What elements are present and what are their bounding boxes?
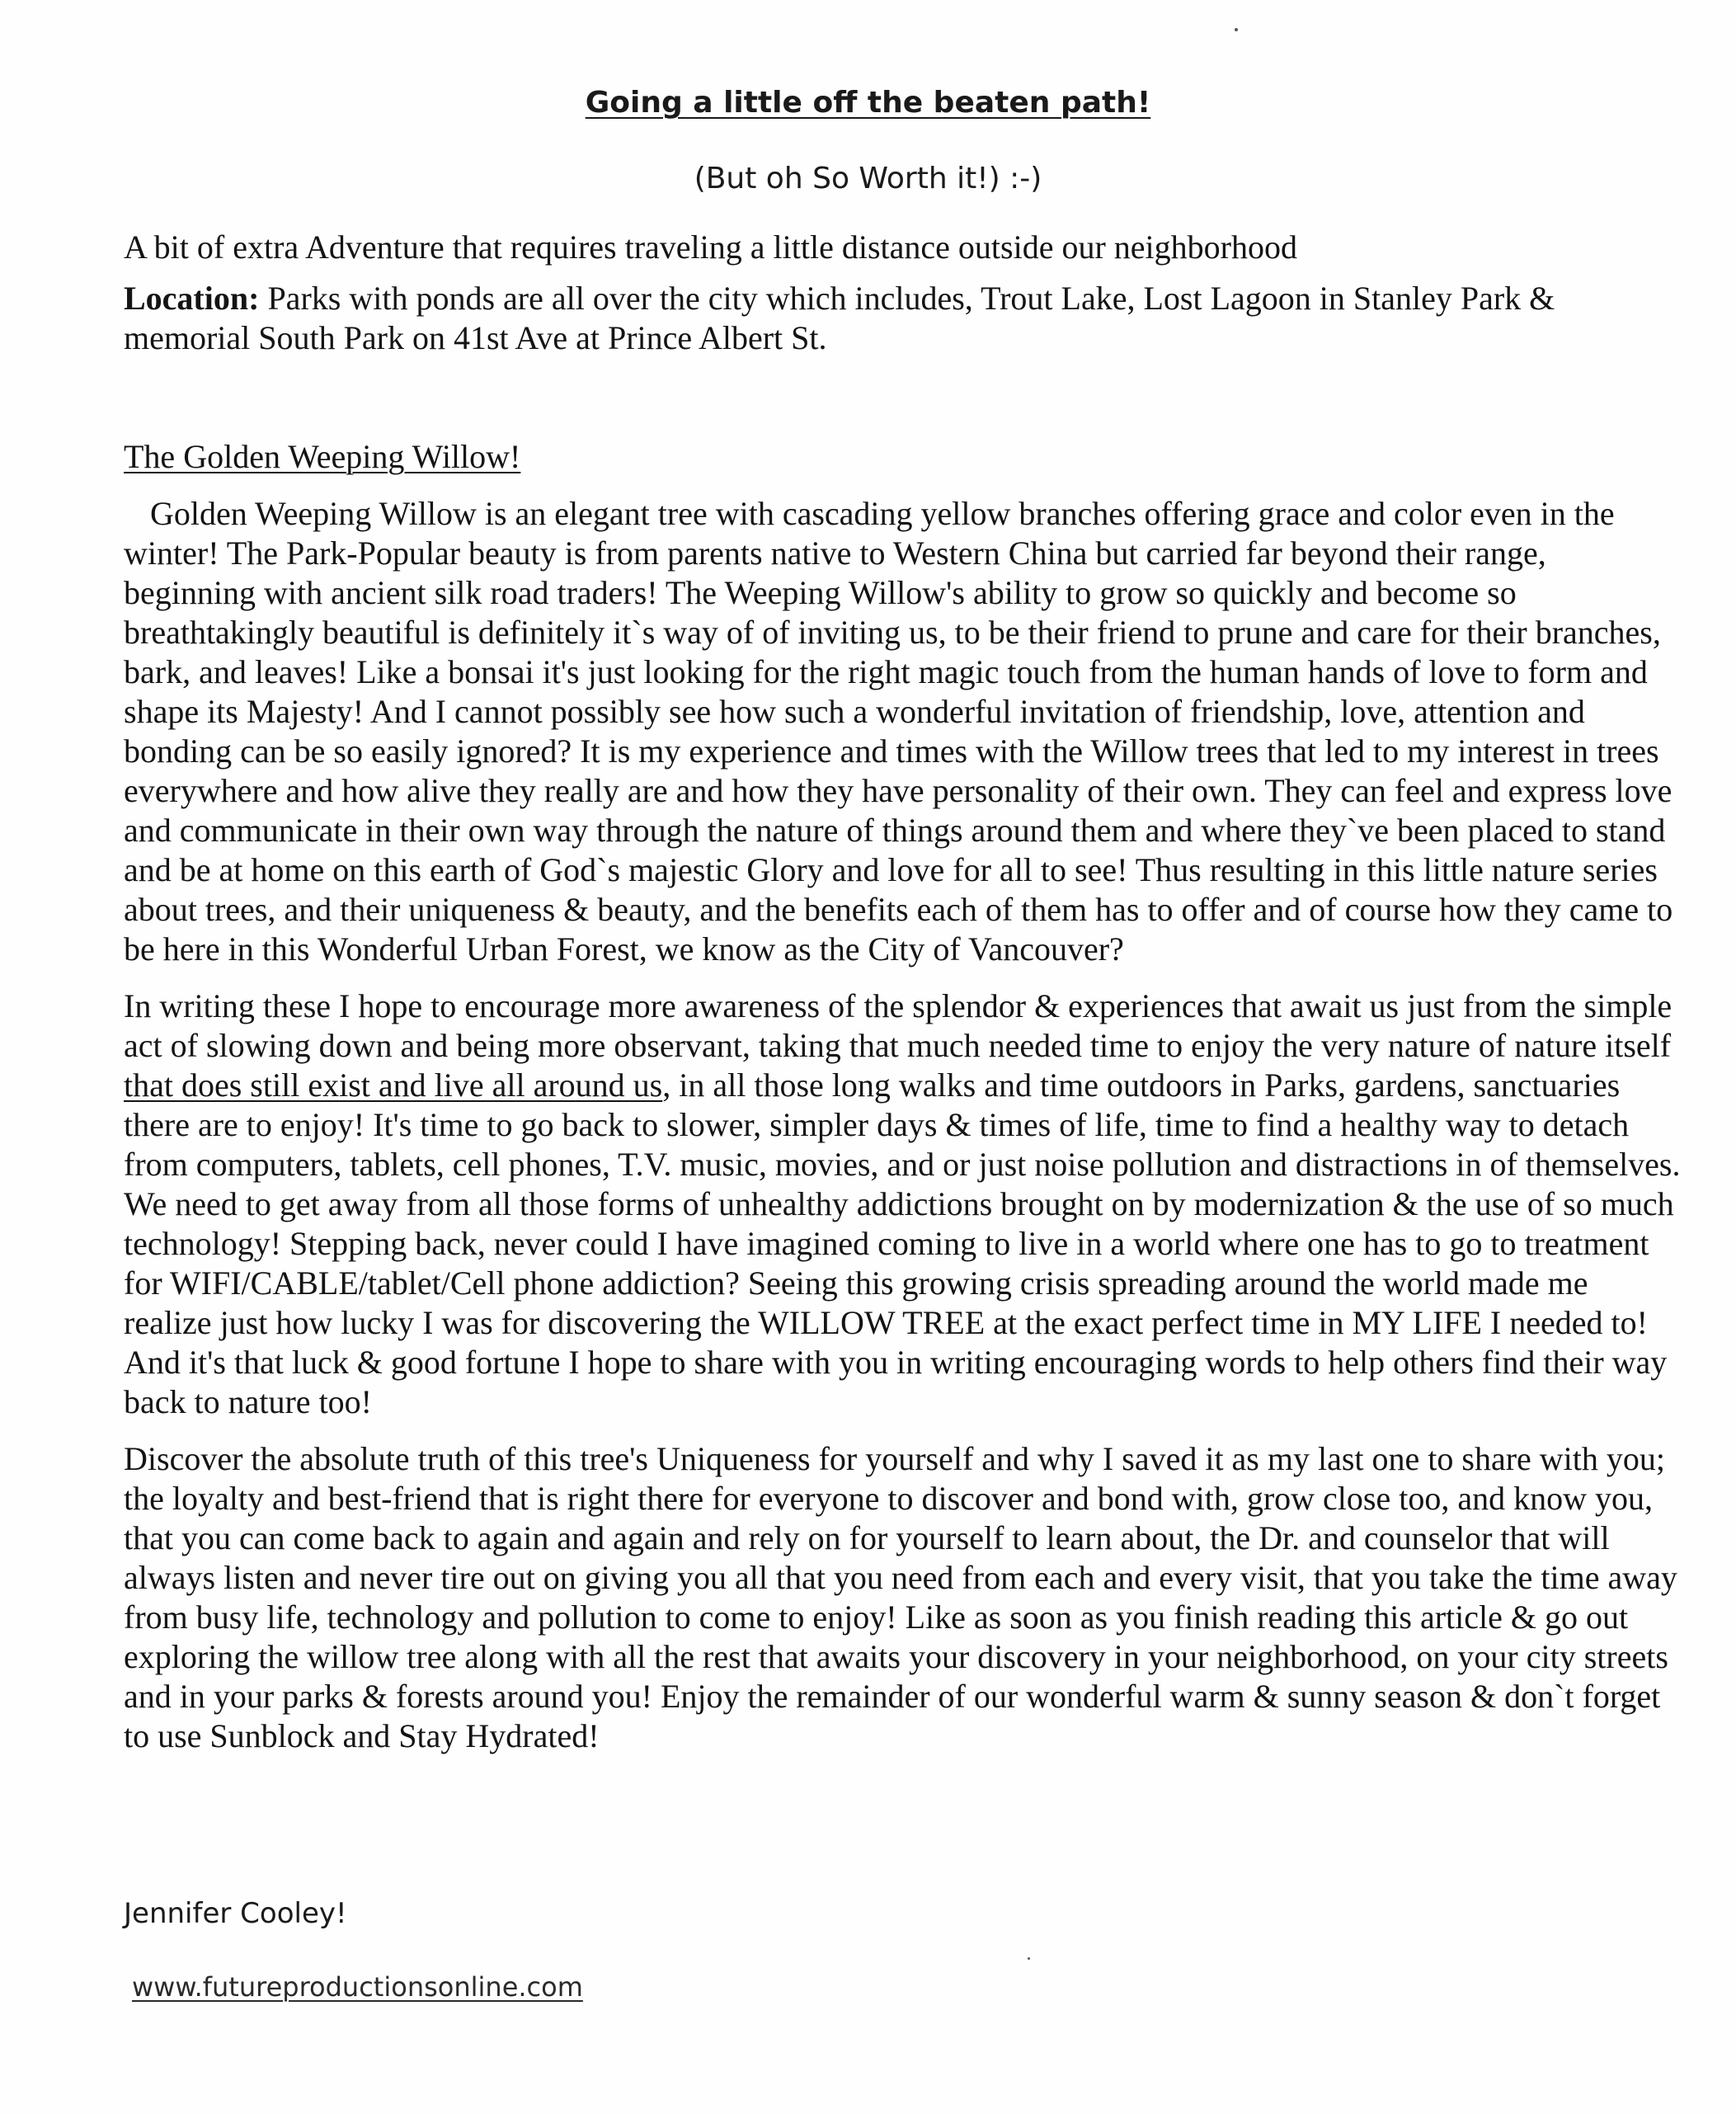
paragraph-1: Golden Weeping Willow is an elegant tree with cascading yellow branches offering grace and color even in the winter! The Park-Popular beauty is from parents native to Western China but carried far beyond their range, beginning with ancient silk road traders! The Weeping Willow's ability to grow so quickly and become so breathtakingly beautiful is definitely it`s way of of inviting us, to be their friend to prune and care for their branches, bark, and leaves! Like a bonsai it's just looking for the right magic touch from the human hands of love to form and shape its Majesty! And I cannot possibly see how such a wonderful invitation of friendship, love, attention and bonding can be so easily ignored? It is my experience and times with the Willow trees that led to my interest in trees everywhere and how alive they really are and how they have personality of their own. They can feel and express love and communicate in their own way through the nature of things around them and where they`ve been placed to stand and be at home on this earth of God`s majestic Glory and love for all to see! Thus resulting in this little nature series about trees, and their uniqueness & beauty, and the benefits each of them has to offer and of course how they came to be here in this Wonderful Urban Forest, we know as the City of Vancouver? — [124, 495, 1673, 968]
article-body — [124, 228, 1682, 1773]
spacer — [124, 375, 1682, 437]
intro-line: A bit of extra Adventure that requires traveling a little distance outside our neighborhood — [124, 228, 1297, 266]
document-title: Going a little off the beaten path! — [585, 86, 1151, 120]
paragraph-2-text-before: In writing these I hope to encourage more awareness of the splendor & experiences that await us just from the simple act of slowing down and being more observant, taking that much needed time to enjoy the very nature of nature itself — [124, 987, 1672, 1064]
paragraph-3: Discover the absolute truth of this tree's Uniqueness for yourself and why I saved it as my last one to share with you; the loyalty and best-friend that is right there for everyone to discover and bond with, grow close too, and know you, that you can come back to again and again and rely on for yourself to learn about, the Dr. and counselor that will always listen and never tire out on giving you all that you need from each and every visit, that you take the time away from busy life, technology and pollution to come to enjoy! Like as soon as you finish reading this article & go out exploring the willow tree along with all the rest that awaits your discovery in your neighborhood, on your city streets and in your parks & forests around you! Enjoy the remainder of our wonderful warm & sunny season & don`t forget to use Sunblock and Stay Hydrated! — [124, 1440, 1677, 1754]
scan-speck — [1028, 1957, 1030, 1960]
website-link[interactable]: www.futureproductionsonline.com — [132, 1971, 583, 2003]
author-signature: Jennifer Cooley! — [124, 1897, 347, 1930]
document-subtitle: (But oh So Worth it!) :-) — [694, 162, 1042, 195]
location-label: Location: — [124, 280, 260, 317]
section-heading: The Golden Weeping Willow! — [124, 438, 521, 475]
paragraph-2-underlined-text: that does still exist and live all around us — [124, 1066, 663, 1104]
paragraph-2-text-after: , in all those long walks and time outdoors in Parks, gardens, sanctuaries there are to enjoy! It's time to go back to slower, simpler days & times of life, time to find a healthy way to detach from computers, tablets, cell phones, T.V. music, movies, and or just noise pollution and distractions in of themselves. We need to get away from all those forms of unhealthy addictions brought on by modernization & the use of so much technology! Stepping back, never could I have imagined coming to live in a world where one has to go to treatment for WIFI/CABLE/tablet/Cell phone addiction? Seeing this growing crisis spreading around the world made me realize just how lucky I was for discovering the WILLOW TREE at the exact perfect time in MY LIFE I needed to! And it's that luck & good fortune I hope to share with you in writing encouraging words to help others find their way back to nature too! — [124, 1066, 1681, 1420]
location-text: Parks with ponds are all over the city which includes, Trout Lake, Lost Lagoon in Stanley Park & memorial South Park on 41st Ave at Prince Albert St. — [124, 280, 1555, 356]
location-paragraph — [124, 279, 1682, 358]
paragraph-2 — [124, 986, 1682, 1422]
scan-speck — [1235, 28, 1238, 31]
